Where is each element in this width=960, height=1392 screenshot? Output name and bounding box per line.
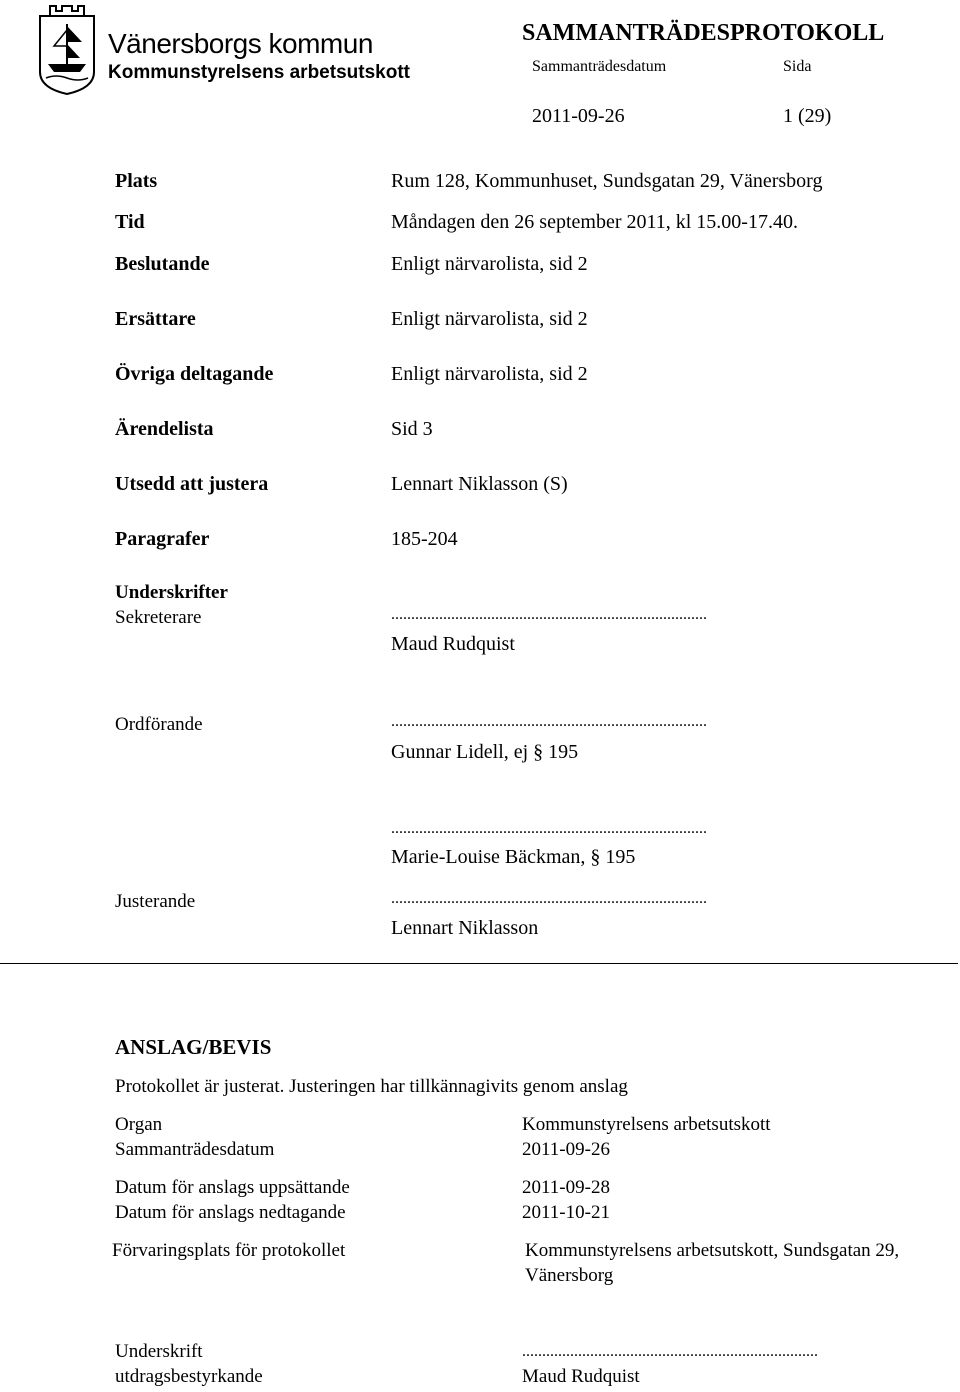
arendelista-value: Sid 3: [391, 418, 433, 440]
uppsattande-label: Datum för anslags uppsättande: [115, 1177, 350, 1198]
utsedd-att-justera-label: Utsedd att justera: [115, 473, 269, 495]
header-page-label: Sida: [783, 58, 812, 75]
org-name: Vänersborgs kommun: [108, 28, 373, 59]
tid-label: Tid: [115, 211, 145, 233]
anslag-heading: ANSLAG/BEVIS: [115, 1035, 272, 1059]
doc-type-title: SAMMANTRÄDESPROTOKOLL: [522, 20, 885, 46]
underskrifter-heading: Underskrifter: [115, 582, 228, 603]
justerande-label: Justerande: [115, 891, 196, 912]
paragrafer-value: 185-204: [391, 528, 458, 550]
plats-label: Plats: [115, 170, 158, 192]
ordforande-name: Gunnar Lidell, ej § 195: [391, 741, 579, 763]
sekreterare-label: Sekreterare: [115, 607, 202, 628]
anslag-datum-label: Sammanträdesdatum: [115, 1139, 275, 1160]
nedtagande-label: Datum för anslags nedtagande: [115, 1202, 346, 1223]
organ-value: Kommunstyrelsens arbetsutskott: [522, 1114, 771, 1135]
section-divider: [0, 963, 958, 964]
header-date-label: Sammanträdesdatum: [532, 58, 667, 75]
justerande2-name: Lennart Niklasson: [391, 917, 539, 939]
justerande2-signature-line: ...............................................................................: [391, 890, 707, 907]
committee-name: Kommunstyrelsens arbetsutskott: [108, 62, 410, 83]
anslag-datum-value: 2011-09-26: [522, 1139, 610, 1160]
sekreterare-signature-line: ...............................................................................: [391, 606, 707, 623]
arendelista-label: Ärendelista: [115, 418, 214, 440]
organ-label: Organ: [115, 1114, 163, 1135]
ovriga-deltagande-label: Övriga deltagande: [115, 363, 274, 385]
header-date-value: 2011-09-26: [532, 105, 625, 127]
tid-value: Måndagen den 26 september 2011, kl 15.00-17.40.: [391, 211, 798, 233]
ordforande-signature-line: ...............................................................................: [391, 713, 707, 730]
sekreterare-name: Maud Rudquist: [391, 633, 515, 655]
ordforande-label: Ordförande: [115, 714, 203, 735]
paragrafer-label: Paragrafer: [115, 528, 210, 550]
uppsattande-value: 2011-09-28: [522, 1177, 610, 1198]
underskrift-label-line1: Underskrift: [115, 1341, 203, 1362]
justerande1-signature-line: ...............................................................................: [391, 820, 707, 837]
plats-value: Rum 128, Kommunhuset, Sundsgatan 29, Vänersborg: [391, 170, 823, 192]
underskrift-signature-line: ..........................................................................: [522, 1343, 818, 1360]
ovriga-deltagande-value: Enligt närvarolista, sid 2: [391, 363, 588, 385]
beslutande-value: Enligt närvarolista, sid 2: [391, 253, 588, 275]
anslag-intro: Protokollet är justerat. Justeringen har tillkännagivits genom anslag: [115, 1076, 628, 1097]
ersattare-label: Ersättare: [115, 308, 196, 330]
ersattare-value: Enligt närvarolista, sid 2: [391, 308, 588, 330]
beslutande-label: Beslutande: [115, 253, 210, 275]
header-page-value: 1 (29): [783, 105, 832, 127]
utsedd-att-justera-value: Lennart Niklasson (S): [391, 473, 568, 495]
forvaringsplats-value-line1: Kommunstyrelsens arbetsutskott, Sundsgatan 29,: [525, 1240, 900, 1261]
nedtagande-value: 2011-10-21: [522, 1202, 610, 1223]
underskrift-name: Maud Rudquist: [522, 1366, 640, 1387]
forvaringsplats-label: Förvaringsplats för protokollet: [112, 1240, 346, 1261]
justerande1-name: Marie-Louise Bäckman, § 195: [391, 846, 636, 868]
forvaringsplats-value-line2: Vänersborg: [525, 1265, 614, 1286]
underskrift-label-line2: utdragsbestyrkande: [115, 1366, 263, 1387]
municipal-crest-ship-icon: [36, 2, 98, 96]
